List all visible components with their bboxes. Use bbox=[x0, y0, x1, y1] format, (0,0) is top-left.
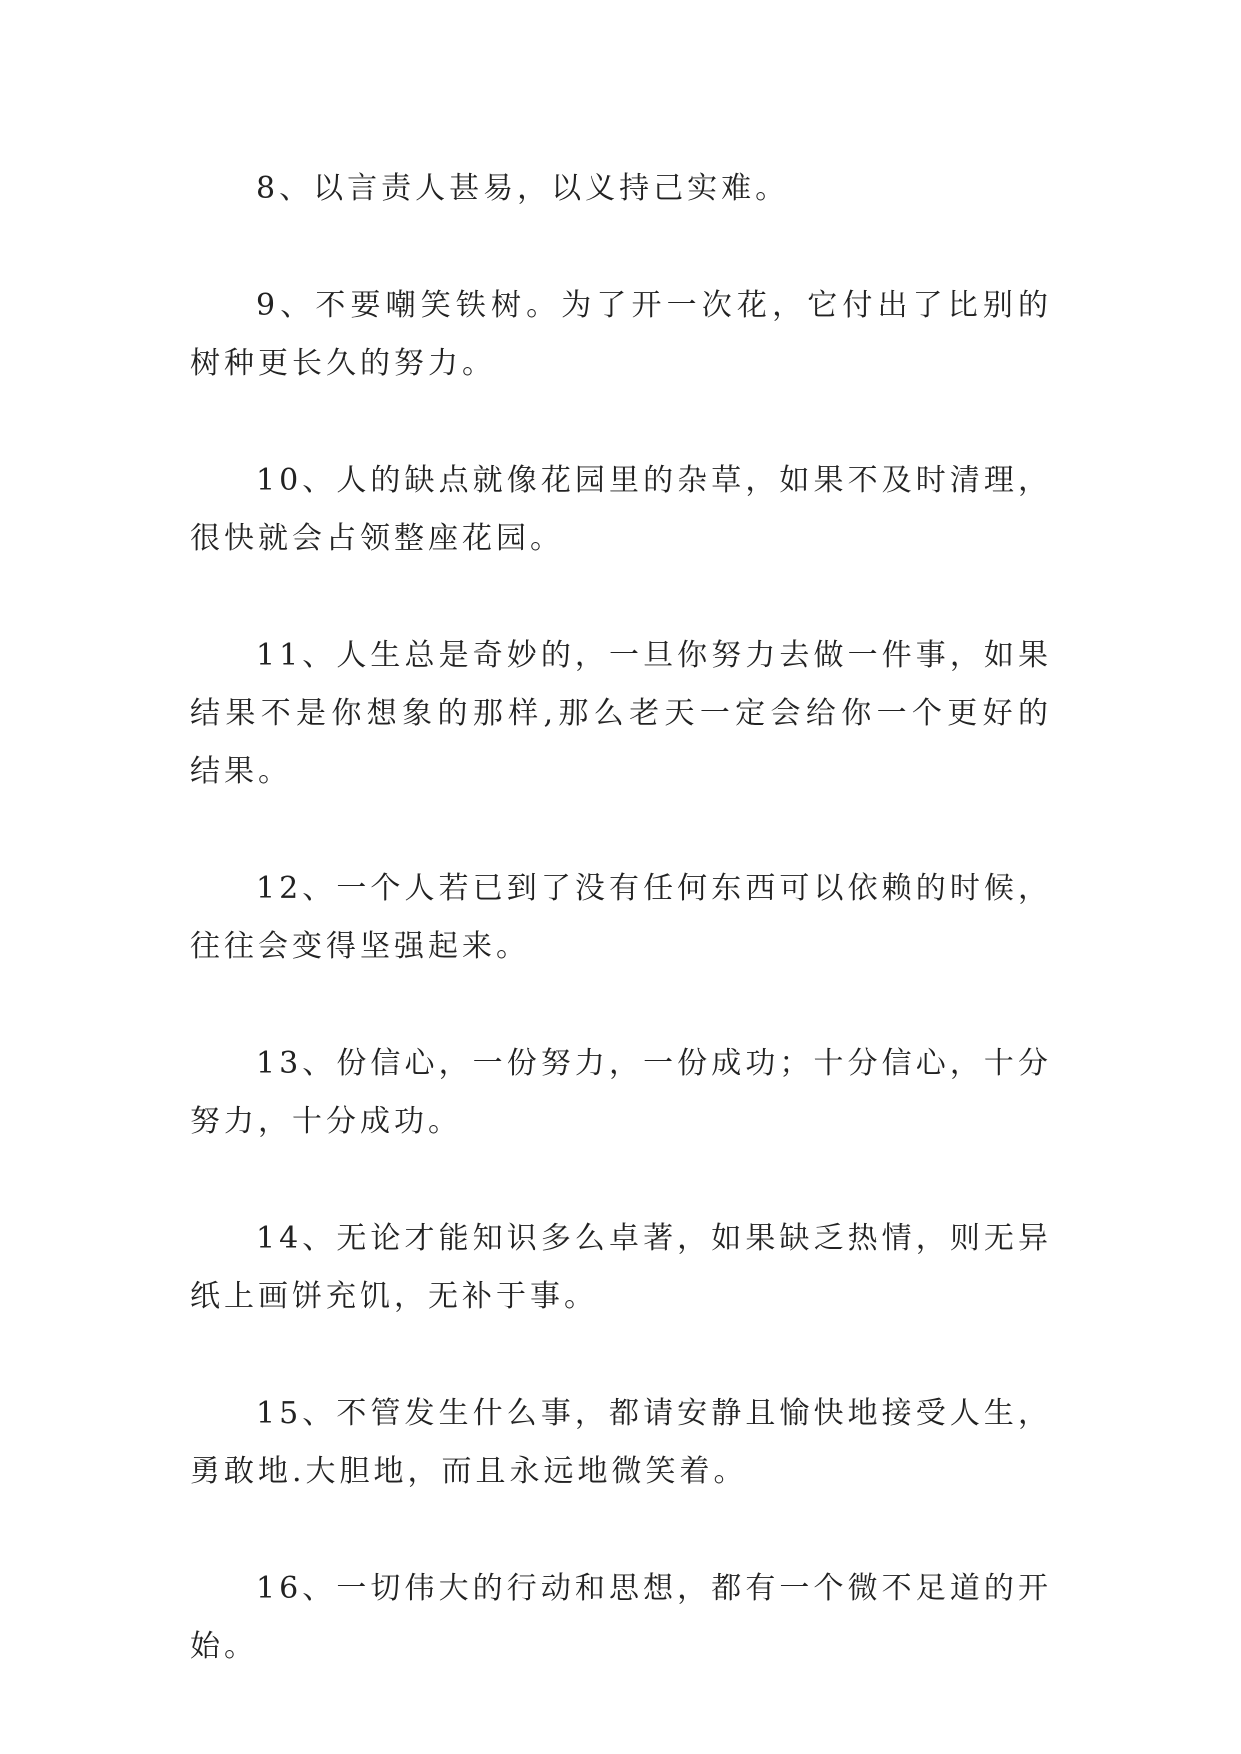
paragraph-8: 8、以言责人甚易，以义持己实难。 bbox=[256, 171, 790, 206]
paragraph-13: 13、份信心，一份努力，一份成功；十分信心，十分努力，十分成功。 bbox=[190, 1046, 1052, 1139]
paragraph-9: 9、不要嘲笑铁树。为了开一次花，它付出了比别的树种更长久的努力。 bbox=[190, 288, 1052, 381]
paragraph-10: 10、人的缺点就像花园里的杂草，如果不及时清理，很快就会占领整座花园。 bbox=[190, 463, 1052, 556]
paragraph-12: 12、一个人若已到了没有任何东西可以依赖的时候，往往会变得坚强起来。 bbox=[190, 871, 1052, 964]
paragraph-11: 11、人生总是奇妙的，一旦你努力去做一件事，如果结果不是你想象的那样,那么老天一定会给你一个更好的结果。 bbox=[190, 638, 1052, 789]
paragraph-16: 16、一切伟大的行动和思想，都有一个微不足道的开始。 bbox=[190, 1571, 1052, 1664]
paragraph-15: 15、不管发生什么事，都请安静且愉快地接受人生，勇敢地.大胆地，而且永远地微笑着。 bbox=[190, 1396, 1052, 1489]
document-body bbox=[190, 160, 1052, 1735]
paragraph-14: 14、无论才能知识多么卓著，如果缺乏热情，则无异纸上画饼充饥，无补于事。 bbox=[190, 1221, 1052, 1314]
